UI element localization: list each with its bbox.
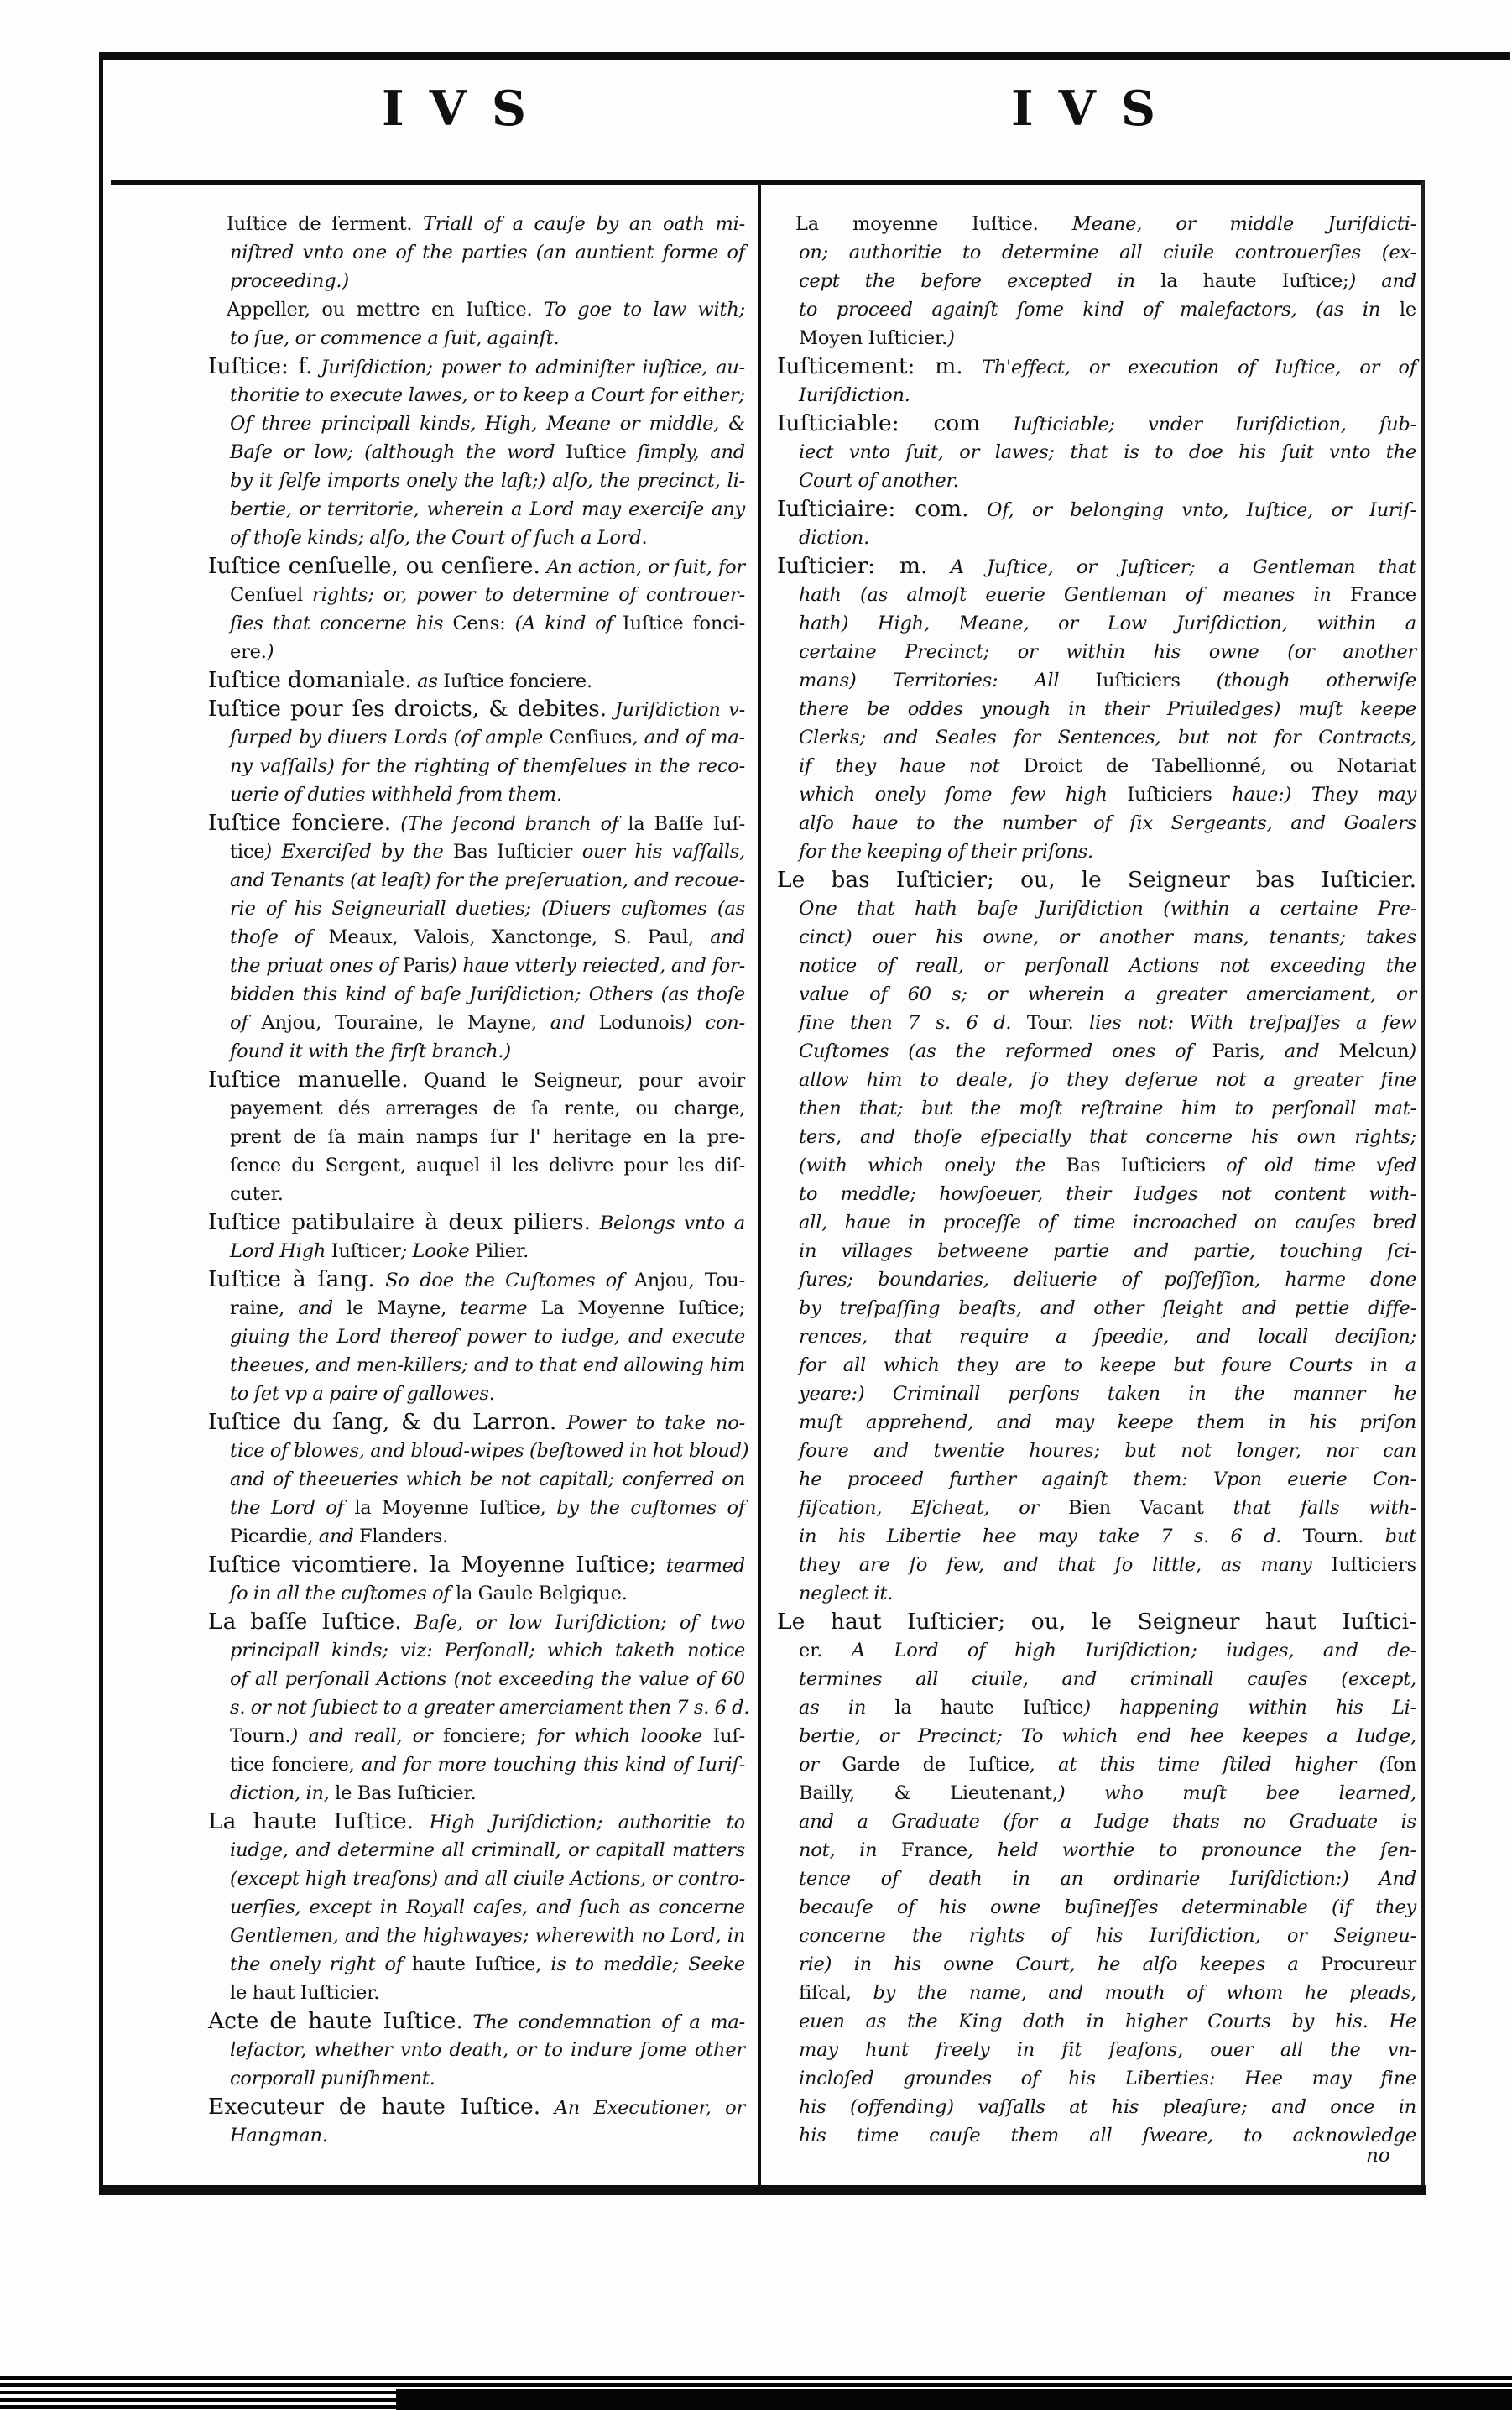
entry-line: Lord High Iuſticer; Looke Pilier. — [230, 1240, 529, 1262]
entry-line: Iuſtice de ſerment. Triall of a cauſe by an oath mi- — [227, 213, 745, 235]
entry-line: Iuſticier: m. A Juſtice, or Juſticer; a Gentleman that — [777, 553, 1416, 579]
entry-line: niſtred vnto one of the parties (an auntient forme of — [230, 242, 745, 263]
entry-line: Appeller, ou mettre en Iuſtice. To goe to law with; — [227, 299, 745, 321]
entry-line: Hangman. — [230, 2125, 328, 2147]
entry-line: as in la haute Iuſtice) happening within his Li- — [799, 1697, 1416, 1719]
entry-line: they are ſo few, and that ſo little, as many Iuſticiers — [799, 1554, 1416, 1576]
entry-line: prent de ſa main namps ſur l' heritage en la pre- — [230, 1126, 745, 1148]
entry-line: Court of another. — [799, 470, 959, 492]
entry-line: muſt apprehend, and may keepe them in his priſon — [799, 1411, 1416, 1433]
entry-line: to ſue, or commence a ſuit, againſt. — [230, 327, 560, 349]
entry-line: Iuſtice à ſang. So doe the Cuſtomes of Anjou, Tou- — [208, 1266, 745, 1292]
entry-line: hath (as almoſt euerie Gentleman of meanes in France — [799, 584, 1416, 606]
entry-line: tice fonciere, and for more touching this kind of Iuriſ- — [230, 1754, 745, 1776]
entry-line: of thoſe kinds; alſo, the Court of ſuch a Lord. — [230, 527, 648, 549]
entry-line: Clerks; and Seales for Sentences, but not for Contracts, — [799, 727, 1416, 749]
entry-line: Le haut Iuſticier; ou, le Seigneur haut Iuſtici- — [777, 1609, 1416, 1635]
entry-line: which onely ſome few high Iuſticiers haue:) They may — [799, 784, 1416, 806]
entry-line: ſo in all the cuſtomes of la Gaule Belgique. — [230, 1583, 628, 1604]
entry-line: ſies that concerne his Cens: (A kind of Iuſtice fonci- — [230, 613, 745, 634]
entry-line: bidden this kind of baſe Juriſdiction; Others (as thoſe — [230, 983, 745, 1005]
entry-line: Le bas Iuſticier; ou, le Seigneur bas Iuſticier. — [777, 867, 1416, 893]
entry-line: lefactor, whether vnto death, or to indure ſome other — [230, 2039, 745, 2061]
entry-line: notice of reall, or perſonall Actions not exceeding the — [799, 955, 1416, 977]
entry-line: ſurped by diuers Lords (of ample Cenſiues, and of ma- — [230, 727, 746, 749]
entry-line: Picardie, and Flanders. — [230, 1526, 449, 1547]
entry-line: and Tenants (at leaſt) for the preſeruation, and recoue- — [230, 869, 745, 891]
entry-line: Bailly, & Lieutenant,) who muſt bee learned, — [799, 1782, 1417, 1804]
entry-line: then that; but the moſt reſtraine him to perſonall mat- — [799, 1098, 1416, 1119]
entry-line: concerne the rights of his Iuriſdiction, or Seigneu- — [799, 1925, 1416, 1947]
entry-line: all, haue in proceſſe of time incroached on cauſes bred — [799, 1212, 1416, 1234]
entry-line: his (offending) vaſſalls at his pleaſure; and once in — [799, 2096, 1416, 2118]
entry-line: tence of death in an ordinarie Iuriſdiction:) And — [799, 1868, 1416, 1890]
entry-line: Iuſticiaire: com. Of, or belonging vnto, Iuſtice, or Iuriſ- — [777, 496, 1416, 522]
column-divider — [758, 181, 761, 2194]
entry-line: payement dés arrerages de ſa rente, ou charge, — [230, 1098, 745, 1119]
entry-line: er. A Lord of high Iuriſdiction; iudges, and de- — [799, 1640, 1416, 1661]
entry-line: mans) Territories: All Iuſticiers (though otherwiſe — [799, 670, 1416, 691]
entry-line: ny vaſſalls) for the righting of themſelues in the reco- — [230, 755, 745, 777]
scan-artifact-band — [0, 2398, 396, 2402]
entry-line: termines all ciuile, and criminall cauſes (except, — [799, 1668, 1416, 1690]
dictionary-column-right — [777, 210, 1416, 2150]
entry-line: to ſet vp a paire of gallowes. — [230, 1383, 495, 1405]
entry-line: le haut Iuſticier. — [230, 1982, 380, 2004]
entry-line: iudge, and determine all criminall, or capitall matters — [230, 1839, 745, 1861]
entry-line: of Anjou, Touraine, le Mayne, and Lodunois) con- — [230, 1012, 745, 1034]
entry-line: Iuſtice pour ſes droicts, & debites. Juriſdiction v- — [208, 696, 745, 722]
entry-line: Tourn.) and reall, or fonciere; for which loooke Iuſ- — [230, 1725, 745, 1747]
entry-line: One that hath baſe Juriſdiction (within a certaine Pre- — [799, 898, 1416, 920]
entry-line: the onely right of haute Iuſtice, is to meddle; Seeke — [230, 1954, 745, 1975]
entry-line: (except high treaſons) and all ciuile Actions, or contro- — [230, 1868, 745, 1890]
entry-line: diction. — [799, 527, 870, 549]
entry-line: Iuſticiable: com Iuſticiable; vnder Iuriſdiction, ſub- — [777, 410, 1416, 436]
entry-line: his time cauſe them all ſweare, to acknowledge — [799, 2125, 1416, 2147]
entry-line: by treſpaſſing beaſts, and other ſleight and pettie diffe- — [799, 1297, 1416, 1319]
entry-line: s. or not ſubiect to a greater amerciament then 7 s. 6 d. — [230, 1697, 750, 1719]
entry-line: La haute Iuſtice. High Juriſdiction; authoritie to — [208, 1808, 745, 1834]
scan-artifact-band — [0, 2376, 1512, 2380]
entry-line: Iuſticement: m. Th'effect, or execution of Iuſtice, or of — [777, 353, 1416, 379]
entry-line: cept the before excepted in la haute Iuſtice;) and — [799, 270, 1416, 292]
entry-line: Iuſtice: f. Juriſdiction; power to adminiſter iuſtice, au- — [208, 353, 745, 379]
entry-line: allow him to deale, ſo they deſerue not a greater fine — [799, 1069, 1416, 1091]
entry-line: on; authoritie to determine all ciuile controuerſies (ex- — [799, 242, 1416, 263]
entry-line: theeues, and men-killers; and to that end allowing him — [230, 1354, 745, 1376]
entry-line: Iuſtice du ſang, & du Larron. Power to take no- — [208, 1409, 745, 1435]
entry-line: Moyen Iuſticier.) — [799, 327, 955, 349]
entry-line: there be oddes ynough in their Priuiledges) muſt keepe — [799, 698, 1416, 720]
entry-line: Iuſtice fonciere. (The ſecond branch of la Baſſe Iuſ- — [208, 810, 746, 836]
entry-line: by it ſelfe imports onely the laſt;) alſo, the precinct, li- — [230, 470, 745, 492]
entry-line: ters, and thoſe eſpecially that concerne his own rights; — [799, 1126, 1416, 1148]
entry-line: yeare:) Criminall perſons taken in the manner he — [799, 1383, 1416, 1405]
entry-line: the Lord of la Moyenne Iuſtice, by the cuſtomes of — [230, 1497, 745, 1519]
entry-line: Cuſtomes (as the reformed ones of Paris, and Melcun) — [799, 1041, 1416, 1062]
entry-line: the priuat ones of Paris) haue vtterly reiected, and for- — [230, 955, 746, 977]
entry-line: Iuſtice vicomtiere. la Moyenne Iuſtice; tearmed — [208, 1552, 745, 1578]
frame-border-left — [99, 52, 103, 2195]
entry-line: ſence du Sergent, auquel il les delivre pour les diſ- — [230, 1155, 745, 1176]
entry-line: and of theeueries which be not capitall; conferred on — [230, 1468, 745, 1490]
entry-line: rie) in his owne Court, he alſo keepes a Procureur — [799, 1954, 1416, 1975]
entry-line: certaine Precinct; or within his owne (or another — [799, 641, 1416, 663]
entry-line: of all perſonall Actions (not exceeding the value of 60 — [230, 1668, 745, 1690]
dictionary-column-left — [208, 210, 750, 2150]
entry-line: La baſſe Iuſtice. Baſe, or low Iuriſdiction; of two — [208, 1609, 745, 1635]
entry-line: euen as the King doth in higher Courts by his. He — [799, 2011, 1416, 2032]
entry-line: not, in France, held worthie to pronounce the ſen- — [799, 1839, 1416, 1861]
entry-line: Executeur de haute Iuſtice. An Executioner, or — [208, 2094, 746, 2120]
entry-line: Acte de haute Iuſtice. The condemnation of a ma- — [208, 2008, 745, 2034]
entry-line: Baſe or low; (although the word Iuſtice ſimply, and — [230, 441, 746, 463]
entry-line: iect vnto ſuit, or lawes; that is to doe his ſuit vnto the — [799, 441, 1416, 463]
scan-artifact-band — [0, 2405, 780, 2409]
entry-line: proceeding.) — [230, 270, 349, 292]
entry-line: rences, that require a ſpeedie, and locall deciſion; — [799, 1326, 1416, 1348]
entry-line: may hunt freely in fit ſeaſons, ouer all the vn- — [799, 2039, 1416, 2061]
entry-line: becauſe of his owne buſineſſes determinable (if they — [799, 1896, 1416, 1918]
entry-line: fine then 7 s. 6 d. Tour. lies not: With treſpaſſes a few — [799, 1012, 1416, 1034]
entry-line: if they haue not Droict de Tabellionné, ou Notariat — [799, 755, 1416, 777]
entry-line: uerſies, except in Royall caſes, and ſuch as concerne — [230, 1896, 745, 1918]
frame-rule-under-header — [111, 180, 1425, 185]
entry-line: bertie, or Precinct; To which end hee keepes a Iudge, — [799, 1725, 1416, 1747]
entry-line: La moyenne Iuſtice. Meane, or middle Juriſdicti- — [795, 213, 1416, 235]
entry-line: ere.) — [230, 641, 274, 663]
entry-line: Gentlemen, and the highwayes; wherewith no Lord, in — [230, 1925, 745, 1947]
entry-line: ſures; boundaries, deliuerie of poſſeſſion, harme done — [799, 1269, 1416, 1291]
entry-line: cuter. — [230, 1183, 284, 1205]
entry-line: in villages betweene partie and partie, touching ſci- — [799, 1240, 1416, 1262]
entry-line: fiſcal, by the name, and mouth of whom he pleads, — [799, 1982, 1416, 2004]
entry-line: raine, and le Mayne, tearme La Moyenne Iuſtice; — [230, 1297, 745, 1319]
entry-line: Iuſtice manuelle. Quand le Seigneur, pour avoir — [208, 1067, 746, 1093]
entry-line: to meddle; howſoeuer, their Iudges not content with- — [799, 1183, 1416, 1205]
entry-line: for all which they are to keepe but foure Courts in a — [799, 1354, 1416, 1376]
entry-line: tice) Exerciſed by the Bas Iuſticier ouer his vaſſalls, — [230, 841, 745, 863]
entry-line: (with which onely the Bas Iuſticiers of old time vſed — [799, 1155, 1417, 1176]
entry-line: giuing the Lord thereof power to iudge, and execute — [230, 1326, 745, 1348]
entry-line: in his Libertie hee may take 7 s. 6 d. Tourn. but — [799, 1526, 1416, 1547]
catchword: no — [1366, 2145, 1390, 2167]
frame-border-right — [1421, 181, 1425, 2195]
running-title-left: IVS — [382, 81, 552, 137]
entry-line: tice of blowes, and bloud-wipes (beſtowed in hot bloud) — [230, 1440, 749, 1462]
entry-line: rie of his Seigneuriall dueties; (Diuers cuſtomes (as — [230, 898, 745, 920]
entry-line: thoſe of Meaux, Valois, Xanctonge, S. Paul, and — [230, 926, 745, 948]
entry-line: he proceed further againſt them: Vpon euerie Con- — [799, 1468, 1416, 1490]
entry-line: value of 60 s; or wherein a greater amerciament, or — [799, 983, 1416, 1005]
entry-line: Iuriſdiction. — [799, 384, 910, 406]
entry-line: fiſcation, Eſcheat, or Bien Vacant that falls with- — [799, 1497, 1416, 1519]
entry-line: alſo haue to the number of ſix Sergeants, and Goalers — [799, 812, 1416, 834]
entry-line: Of three principall kinds, High, Meane or middle, & — [230, 413, 745, 435]
entry-line: foure and twentie houres; but not longer, nor can — [799, 1440, 1416, 1462]
entry-line: neglect it. — [799, 1583, 894, 1604]
entry-line: to proceed againſt ſome kind of malefactors, (as in le — [799, 299, 1416, 321]
entry-line: bertie, or territorie, wherein a Lord may exerciſe any — [230, 498, 745, 520]
entry-line: found it with the firſt branch.) — [230, 1041, 511, 1062]
entry-line: and a Graduate (for a Iudge thats no Graduate is — [799, 1811, 1416, 1833]
frame-rule-bottom — [99, 2185, 1426, 2195]
entry-line: diction, in, le Bas Iuſticier. — [230, 1782, 477, 1804]
scan-artifact-band — [0, 2391, 396, 2394]
running-title-right: IVS — [1011, 81, 1181, 137]
entry-line: Iuſtice cenſuelle, ou cenſiere. An action, or ſuit, for — [208, 553, 745, 579]
entry-line: hath) High, Meane, or Low Juriſdiction, within a — [799, 613, 1416, 634]
entry-line: or Garde de Iuſtice, at this time ſtiled higher (ſon — [799, 1754, 1416, 1776]
entry-line: Iuſtice patibulaire à deux piliers. Belongs vnto a — [208, 1209, 745, 1235]
frame-rule-top — [99, 52, 1510, 60]
entry-line: incloſed groundes of his Liberties: Hee may fine — [799, 2068, 1416, 2089]
entry-line: cinct) ouer his owne, or another mans, tenants; takes — [799, 926, 1416, 948]
scan-artifact-band — [0, 2383, 1512, 2387]
entry-line: corporall puniſhment. — [230, 2068, 435, 2089]
entry-line: principall kinds; viz: Perſonall; which taketh notice — [230, 1640, 745, 1661]
entry-line: for the keeping of their priſons. — [799, 841, 1093, 863]
entry-line: uerie of duties withheld from them. — [230, 784, 562, 806]
entry-line: Iuſtice domaniale. as Iuſtice fonciere. — [208, 667, 592, 693]
entry-line: thoritie to execute lawes, or to keep a Court for either; — [230, 384, 745, 406]
entry-line: Cenſuel rights; or, power to determine of controuer- — [230, 584, 745, 606]
